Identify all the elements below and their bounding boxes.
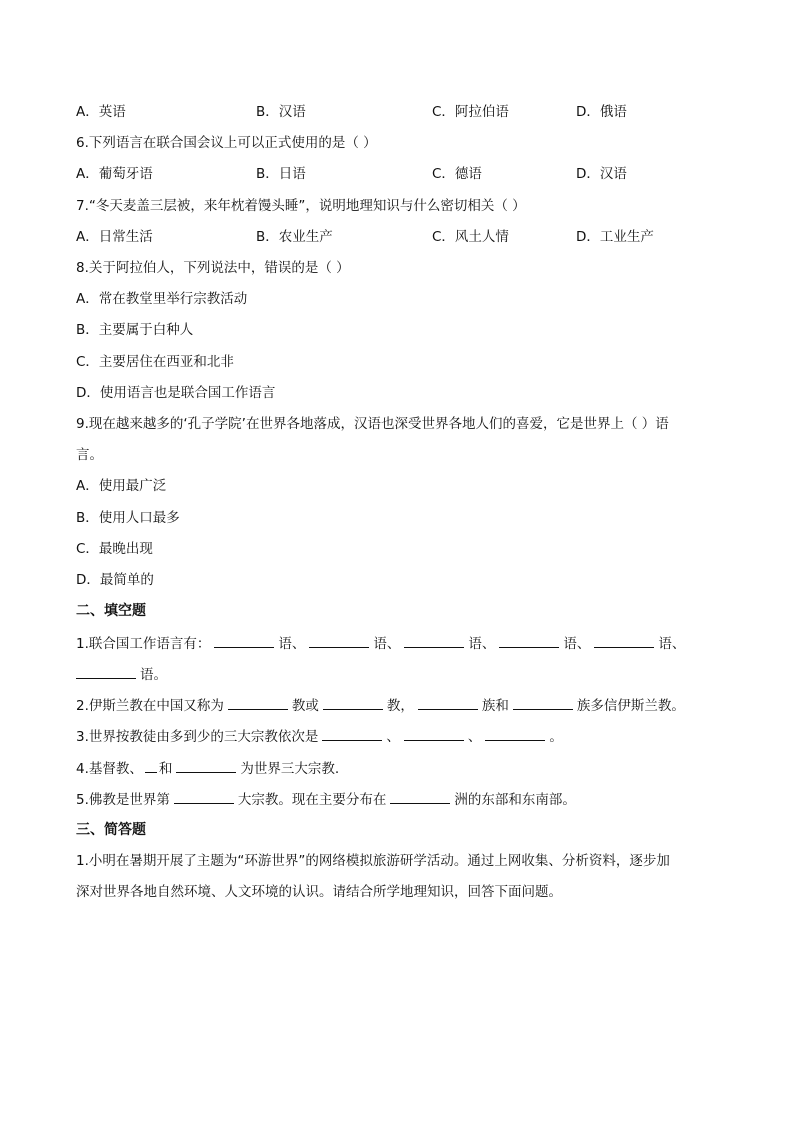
fill-q1-end: 语。: [140, 667, 167, 683]
fill-q1-blank-3[interactable]: [404, 634, 464, 648]
fill-q5-prefix: 5.佛教是世界第: [76, 792, 170, 808]
q9-option-d: D．最简单的: [76, 572, 154, 588]
fill-q2-blank-2[interactable]: [323, 696, 383, 710]
q6-option-b: B．日语: [256, 166, 306, 182]
fill-q2-text-1: 教或: [291, 698, 319, 714]
fill-q2-blank-4[interactable]: [513, 696, 573, 710]
fill-q5-blank-2[interactable]: [390, 790, 450, 804]
q8-option-d: D．使用语言也是联合国工作语言: [76, 385, 276, 401]
fill-q1-text-5: 语、: [658, 636, 686, 652]
fill-q1-text-3: 语、: [468, 636, 496, 652]
fill-q3-blank-1[interactable]: [322, 727, 382, 741]
q6-option-d: D．汉语: [576, 166, 627, 182]
q9-option-c: C．最晚出现: [76, 541, 153, 557]
q8-option-a: A．常在教堂里举行宗教活动: [76, 291, 248, 307]
q7-stem: 7.“冬天麦盖三层被，来年枕着馒头睡”，说明地理知识与什么密切相关（ ）: [76, 198, 526, 214]
q5-options: [76, 103, 736, 121]
q5-option-a: A．英语: [76, 104, 126, 120]
q7-option-a: A．日常生活: [76, 229, 153, 245]
q8-option-b: B．主要属于白种人: [76, 322, 194, 338]
fill-q2-prefix: 2.伊斯兰教在中国又称为: [76, 698, 224, 714]
fill-q5: [76, 790, 576, 809]
fill-q3-blank-2[interactable]: [404, 727, 464, 741]
fill-q3-prefix: 3.世界按教徒由多到少的三大宗教依次是: [76, 729, 319, 745]
q7-option-d: D．工业生产: [576, 229, 654, 245]
q9-stem-line1: 9.现在越来越多的‘孔子学院’在世界各地落成，汉语也深受世界各地人们的喜爱，它是世界上（ ）语: [76, 416, 669, 432]
fill-q1-blank-4[interactable]: [499, 634, 559, 648]
q6-option-a: A．葡萄牙语: [76, 166, 153, 182]
fill-q3-blank-3[interactable]: [485, 727, 545, 741]
fill-q4: [76, 759, 339, 778]
q9-stem-line2: 言。: [76, 447, 103, 463]
fill-q2-blank-3[interactable]: [418, 696, 478, 710]
fill-q1-blank-6[interactable]: [76, 665, 136, 679]
q9-option-b: B．使用人口最多: [76, 510, 180, 526]
fill-q5-blank-1[interactable]: [174, 790, 234, 804]
fill-q1-prefix: 1.联合国工作语言有：: [76, 636, 211, 652]
fill-q2-text-4: 族多信伊斯兰教。: [576, 698, 685, 714]
q9-option-a: A．使用最广泛: [76, 478, 167, 494]
fill-q2-blank-1[interactable]: [228, 696, 288, 710]
fill-q4-end: 为世界三大宗教.: [240, 761, 340, 777]
fill-q1-line1: [76, 634, 685, 653]
q7-option-c: C．风土人情: [432, 229, 509, 245]
short-q1-line1: 1.小明在暑期开展了主题为“环游世界”的网络模拟旅游研学活动。通过上网收集、分析资料，逐步加: [76, 853, 670, 869]
q7-options: [76, 228, 736, 246]
fill-q3-text-3: 。: [549, 729, 563, 745]
fill-q4-blank-1[interactable]: [145, 759, 157, 773]
q6-stem: 6.下列语言在联合国会议上可以正式使用的是（ ）: [76, 135, 377, 151]
q8-stem: 8.关于阿拉伯人，下列说法中，错误的是（ ）: [76, 260, 350, 276]
q5-option-c: C．阿拉伯语: [432, 104, 509, 120]
fill-q2-text-3: 族和: [481, 698, 509, 714]
section-short-answer-heading: 三、简答题: [76, 822, 146, 838]
fill-q3-text-2: 、: [467, 729, 482, 745]
q7-option-b: B．农业生产: [256, 229, 333, 245]
fill-q2-text-2: 教，: [386, 698, 414, 714]
fill-q1-text-4: 语、: [563, 636, 591, 652]
fill-q1-text-1: 语、: [278, 636, 306, 652]
q6-options: [76, 165, 736, 183]
q5-option-b: B．汉语: [256, 104, 306, 120]
fill-q1-blank-1[interactable]: [214, 634, 274, 648]
fill-q3: [76, 727, 563, 746]
fill-q1-blank-2[interactable]: [309, 634, 369, 648]
fill-q4-blank-2[interactable]: [176, 759, 236, 773]
fill-q1-text-2: 语、: [373, 636, 401, 652]
q6-option-c: C．德语: [432, 166, 482, 182]
section-fill-in-blank-heading: 二、填空题: [76, 603, 146, 619]
fill-q4-mid: 和: [158, 761, 173, 777]
fill-q5-mid: 大宗教。现在主要分布在: [237, 792, 387, 808]
fill-q5-end: 洲的东部和东南部。: [454, 792, 576, 808]
short-q1-line2: 深对世界各地自然环境、人文环境的认识。请结合所学地理知识，回答下面问题。: [76, 884, 562, 900]
fill-q2: [76, 696, 685, 715]
fill-q1-blank-5[interactable]: [594, 634, 654, 648]
q8-option-c: C．主要居住在西亚和北非: [76, 354, 234, 370]
q5-option-d: D．俄语: [576, 104, 627, 120]
fill-q1-line2: [76, 665, 167, 684]
fill-q3-text-1: 、: [386, 729, 400, 745]
fill-q4-prefix: 4.基督教、: [76, 761, 143, 777]
